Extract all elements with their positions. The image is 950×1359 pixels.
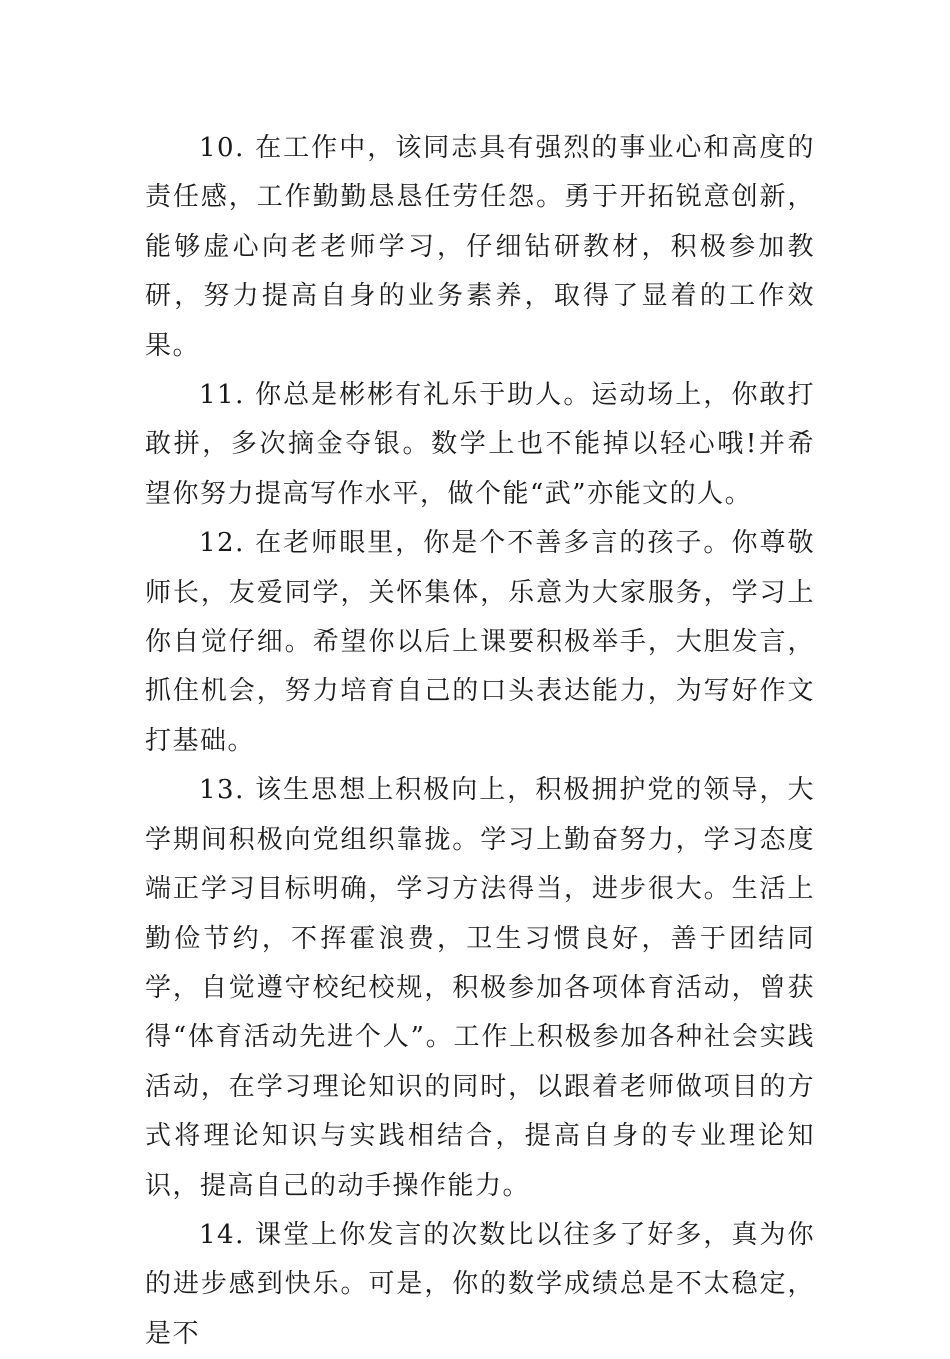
paragraph-12: 12. 在老师眼里，你是个不善多言的孩子。你尊敬师长，友爱同学，关怀集体，乐意为大家服务，学习上你自觉仔细。希望你以后上课要积极举手，大胆发言，抓住机会，努力培育自己的口头表达能力，为写好作文打基础。 xyxy=(145,528,815,756)
paragraph-10: 10. 在工作中，该同志具有强烈的事业心和高度的责任感，工作勤勤恳恳任劳任怨。勇于开拓锐意创新，能够虚心向老老师学习，仔细钻研教材，积极参加教研，努力提高自身的业务素养，取得了显着的工作效果。 xyxy=(145,133,815,361)
paragraph-14: 14. 课堂上你发言的次数比以往多了好多，真为你的进步感到快乐。可是，你的数学成绩总是不太稳定，是不 xyxy=(145,1219,815,1349)
document-body xyxy=(145,124,815,1359)
paragraph-13: 13. 该生思想上积极向上，积极拥护党的领导，大学期间积极向党组织靠拢。学习上勤奋努力，学习态度端正学习目标明确，学习方法得当，进步很大。生活上勤俭节约，不挥霍浪费，卫生习惯良好，善于团结同学，自觉遵守校纪校规，积极参加各项体育活动，曾获得“体育活动先进个人”。工作上积极参加各种社会实践活动，在学习理论知识的同时，以跟着老师做项目的方式将理论知识与实践相结合，提高自身的专业理论知识，提高自己的动手操作能力。 xyxy=(145,775,815,1201)
paragraph-11: 11. 你总是彬彬有礼乐于助人。运动场上，你敢打敢拼，多次摘金夺银。数学上也不能掉以轻心哦!并希望你努力提高写作水平，做个能“武”亦能文的人。 xyxy=(145,380,815,509)
